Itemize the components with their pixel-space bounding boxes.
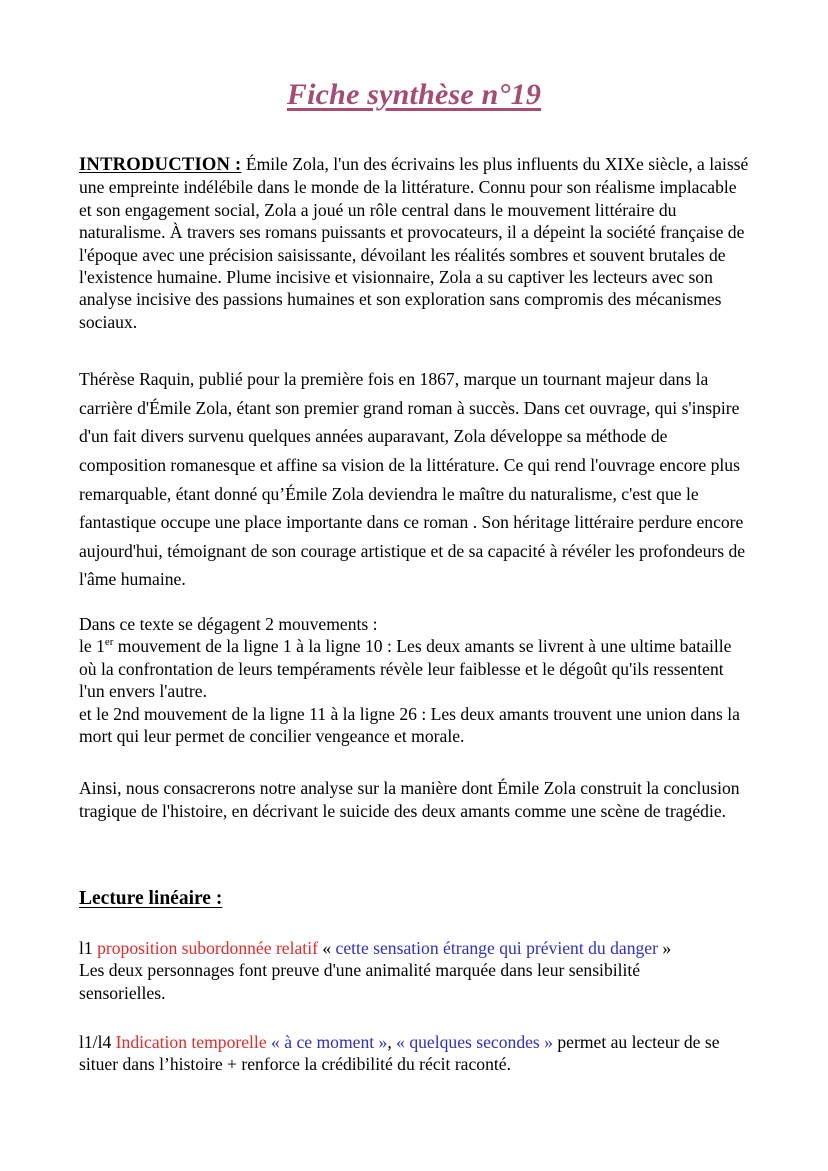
second-mouvement-line: et le 2nd mouvement de la ligne 11 à la ligne 26 : Les deux amants trouvent une union dans la mort qui leur permet de concilier vengeance et morale. xyxy=(79,703,740,747)
first-mouvement-body: mouvement de la ligne 1 à la ligne 10 : Les deux amants se livrent à une ultime bataille où la confrontation de leurs tempéraments révèle leur faiblesse et le dégoût qu'ils ressentent l'un envers l'autre. xyxy=(79,636,732,702)
analysis-item-2 xyxy=(79,1031,749,1076)
grammar-term-2: Indication temporelle xyxy=(115,1031,267,1052)
open-guillemet-1: « xyxy=(317,937,336,958)
text-quote-2b: « quelques secondes » xyxy=(396,1031,553,1052)
presentation-paragraph: Thérèse Raquin, publié pour la première fois en 1867, marque un tournant majeur dans la carrière d'Émile Zola, étant son premier grand roman à succès. Dans cet ouvrage, qui s'inspire d'un fait divers survenu quelques années auparavant, Zola développe sa méthode de composition romanesque et affine sa vision de la littérature. Ce qui rend l'ouvrage encore plus remarquable, étant donné qu’Émile Zola deviendra le maître du naturalisme, c'est que le fantastique occupe une place importante dans ce roman . Son héritage littéraire perdure encore aujourd'hui, témoignant de son courage artistique et de sa capacité à révéler les profondeurs de l'âme humaine. xyxy=(79,369,746,590)
introduction-paragraph xyxy=(79,153,749,333)
analysis-comment-1b: sensorielles. xyxy=(79,983,166,1004)
quote-separator-2: , xyxy=(387,1031,397,1052)
analysis-comment-1a: Les deux personnages font preuve d'une animalité marquée dans leur sensibilité xyxy=(79,960,641,981)
line-reference-2: l1/l4 xyxy=(79,1031,116,1052)
first-mouvement-ordinal-suffix: er xyxy=(104,636,114,649)
close-guillemet-1: » xyxy=(657,937,672,958)
line-reference-1: l1 xyxy=(79,937,98,958)
grammar-term-1: proposition subordonnée relatif xyxy=(97,937,318,958)
analysis-comment-2: permet au lecteur de se situer dans l’histoire + renforce la crédibilité du récit raconté. xyxy=(79,1031,720,1075)
introduction-label: INTRODUCTION : xyxy=(79,154,242,175)
text-quote-2a: « à ce moment » xyxy=(271,1031,388,1052)
mouvements-intro-line: Dans ce texte se dégagent 2 mouvements : xyxy=(79,614,378,634)
introduction-body: Émile Zola, l'un des écrivains les plus influents du XIXe siècle, a laissé une empreinte indélébile dans le monde de la littérature. Connu pour son réalisme implacable et son engagement social, Zola a joué un rôle central dans le mouvement littéraire du naturalisme. À travers ses romans puissants et provocateurs, il a dépeint la société française de l'époque avec une précision saisissante, dévoilant les réalités sombres et souvent brutales de l'existence humaine. Plume incisive et visionnaire, Zola a su captiver les lecteurs avec son analyse incisive des passions humaines et son exploration sans compromis des mécanismes sociaux. xyxy=(79,154,749,332)
first-mouvement-prefix: le 1 xyxy=(79,636,105,657)
problematique-paragraph: Ainsi, nous consacrerons notre analyse sur la manière dont Émile Zola construit la conclusion tragique de l'histoire, en décrivant le suicide des deux amants comme une scène de tragédie. xyxy=(79,778,740,821)
page-title: Fiche synthèse n°19 xyxy=(286,78,542,111)
analysis-item-1 xyxy=(79,937,749,1005)
text-quote-1: cette sensation étrange qui prévient du danger xyxy=(335,937,658,958)
mouvements-paragraph xyxy=(79,613,749,747)
lecture-lineaire-heading: Lecture linéaire : xyxy=(79,887,223,909)
